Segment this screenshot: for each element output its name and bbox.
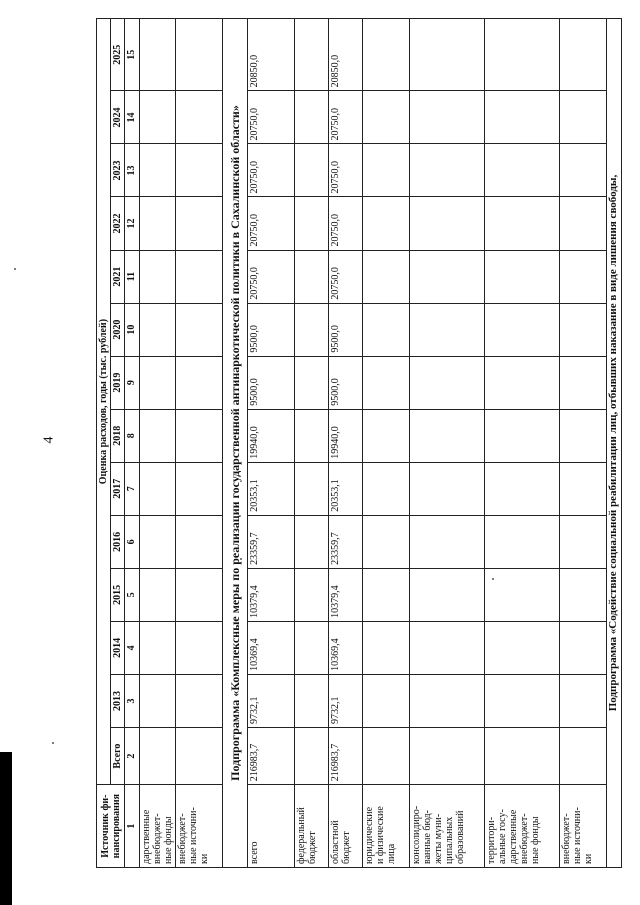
column-index: 11 (125, 250, 140, 303)
value-cell: 9500,0 (248, 356, 295, 409)
value-cell: 9732,1 (248, 674, 295, 727)
value-cell: 20750,0 (248, 250, 295, 303)
column-index: 6 (125, 515, 140, 568)
value-cell: 23359,7 (329, 515, 363, 568)
year-header: 2020 (111, 303, 125, 356)
table-row (329, 19, 363, 868)
value-cell: 20353,1 (248, 462, 295, 515)
column-index: 4 (125, 621, 140, 674)
subprogram-title: Подпрограмма «Комплексные меры по реализации государственной антинаркотической политики в Сахалинской области» (223, 19, 248, 868)
column-index: 2 (125, 727, 140, 784)
year-header: 2015 (111, 568, 125, 621)
value-cell: 20850,0 (248, 19, 295, 91)
column-index: 13 (125, 144, 140, 197)
value-cell: 20750,0 (329, 144, 363, 197)
table-row (410, 19, 485, 868)
years-row (111, 19, 125, 868)
value-cell: 20750,0 (329, 250, 363, 303)
table-row (363, 19, 410, 868)
value-cell: 9500,0 (248, 303, 295, 356)
source-cell: федеральный бюджет (295, 785, 329, 868)
column-index: 5 (125, 568, 140, 621)
subprogram-title-row (607, 19, 622, 868)
source-cell: территори- альные госу- дарственные внебюджет- ные фонды (485, 785, 560, 868)
value-cell: 23359,7 (248, 515, 295, 568)
source-cell: дарственные внебюджет- ные фонды (140, 785, 176, 868)
value-cell: 20750,0 (329, 91, 363, 144)
column-index: 9 (125, 356, 140, 409)
value-cell: 20750,0 (248, 144, 295, 197)
value-cell: 20750,0 (248, 91, 295, 144)
column-index: 1 (125, 785, 140, 868)
value-cell: 216983,7 (248, 727, 295, 784)
year-header: 2024 (111, 91, 125, 144)
year-header: 2017 (111, 462, 125, 515)
source-cell: юридические и физические лица (363, 785, 410, 868)
table-row (295, 19, 329, 868)
year-header: 2018 (111, 409, 125, 462)
table-row (485, 19, 560, 868)
column-index: 15 (125, 19, 140, 91)
value-cell: 9732,1 (329, 674, 363, 727)
value-cell: 9500,0 (329, 356, 363, 409)
source-cell: внебюджет- ные источни- ки (560, 785, 607, 868)
value-cell: 19940,0 (248, 409, 295, 462)
table-row (248, 19, 295, 868)
estimate-header: Оценка расходов, годы (тыс. рублей) (97, 19, 111, 785)
value-cell: 216983,7 (329, 727, 363, 784)
year-header: 2019 (111, 356, 125, 409)
column-index: 10 (125, 303, 140, 356)
total-header: Всего (111, 727, 125, 784)
year-header: 2014 (111, 621, 125, 674)
value-cell: 10369,4 (329, 621, 363, 674)
source-cell: консолидиро- ванные бюд- жеты муни- ципальных образований (410, 785, 485, 868)
table-row (140, 19, 176, 868)
year-header: 2016 (111, 515, 125, 568)
scan-speck (52, 742, 54, 744)
value-cell: 20750,0 (329, 197, 363, 250)
scan-speck (14, 268, 16, 270)
column-index-row (125, 19, 140, 868)
rotated-table-wrapper (96, 18, 619, 868)
value-cell: 20353,1 (329, 462, 363, 515)
year-header: 2021 (111, 250, 125, 303)
year-header: 2022 (111, 197, 125, 250)
value-cell: 10379,4 (329, 568, 363, 621)
subprogram-title-continued: Подпрограмма «Содействие социальной реабилитации лиц, отбывших наказание в виде лишения свободы, (607, 19, 622, 868)
column-index: 14 (125, 91, 140, 144)
column-index: 7 (125, 462, 140, 515)
budget-table (96, 18, 622, 868)
year-header: 2025 (111, 19, 125, 91)
table-row (176, 19, 223, 868)
value-cell: 20850,0 (329, 19, 363, 91)
header-row (97, 19, 111, 868)
column-index: 12 (125, 197, 140, 250)
column-index: 8 (125, 409, 140, 462)
value-cell: 10369,4 (248, 621, 295, 674)
subprogram-title-row (223, 19, 248, 868)
year-header: 2023 (111, 144, 125, 197)
source-cell: областной бюджет (329, 785, 363, 868)
table-row (560, 19, 607, 868)
scan-edge-bar (0, 752, 12, 905)
column-index: 3 (125, 674, 140, 727)
source-header: Источник фи- нансирования (97, 785, 125, 868)
source-cell: всего (248, 785, 295, 868)
source-cell: внебюджет- ные источни- ки (176, 785, 223, 868)
page-number: 4 (41, 436, 57, 444)
value-cell: 9500,0 (329, 303, 363, 356)
value-cell: 10379,4 (248, 568, 295, 621)
value-cell: 20750,0 (248, 197, 295, 250)
value-cell: 19940,0 (329, 409, 363, 462)
year-header: 2013 (111, 674, 125, 727)
